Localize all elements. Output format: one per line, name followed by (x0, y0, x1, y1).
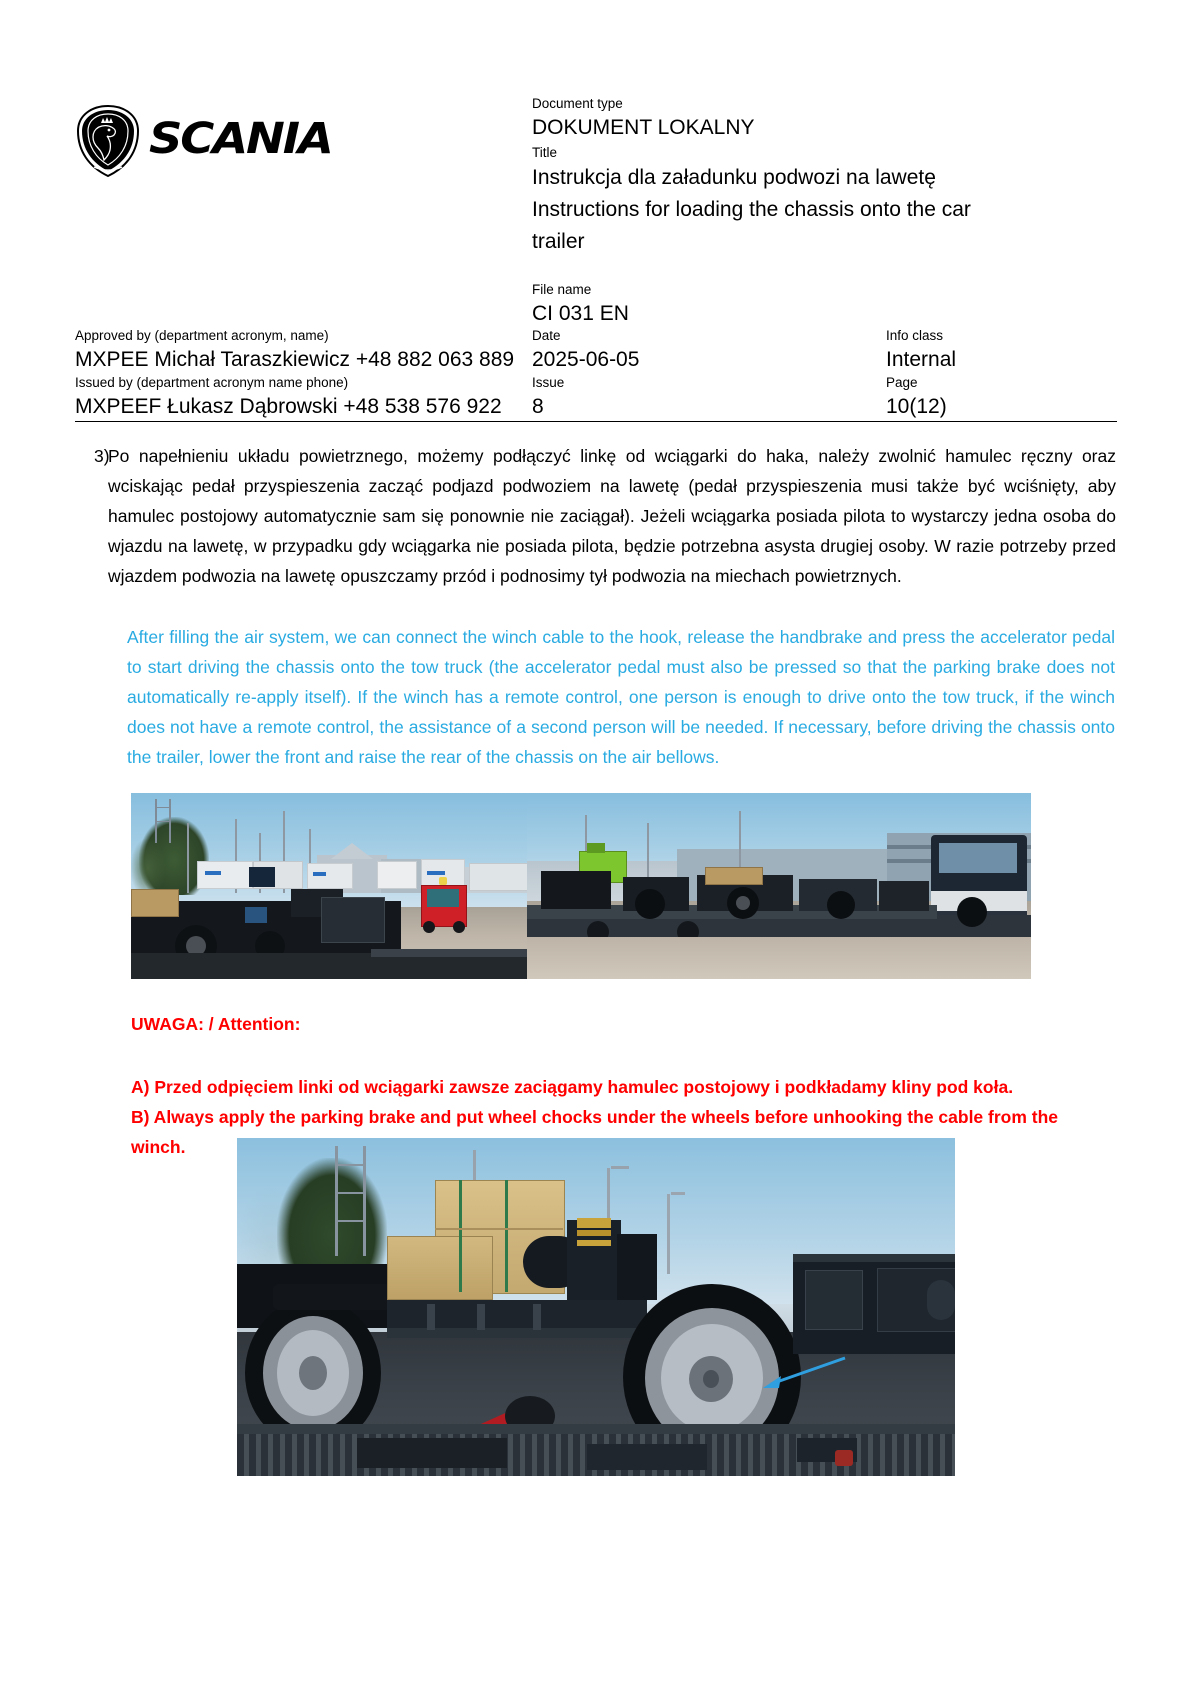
numbered-item-3 (75, 441, 1117, 591)
list-number: 3) (94, 446, 110, 466)
info-class-label: Info class (886, 328, 944, 343)
info-class-value: Internal (886, 348, 957, 371)
warning-heading: UWAGA: / Attention: (131, 1014, 301, 1034)
paragraph-english: After filling the air system, we can connect the winch cable to the hook, release the handbrake and press the accelerator pedal to start driving the chassis onto the tow truck (the accelerator pedal must also be pressed so that the parking brake does not automatically re-apply itself). If the winch has a remote control, one person is enough to drive onto the tow truck, if the winch does not have a remote control, the assistance of a second person will be needed. If necessary, before driving the chassis onto the trailer, lower the front and raise the rear of the chassis on the air bellows. (127, 627, 1115, 767)
scania-griffin-logo-icon (75, 105, 141, 177)
issued-by-value: MXPEEF Łukasz Dąbrowski +48 538 576 922 (75, 395, 502, 418)
title-label: Title (532, 145, 558, 160)
meta-row-labels-1 (75, 327, 1117, 345)
document-header (75, 95, 1117, 418)
title-value-en: Instructions for loading the chassis onto the car trailer (532, 198, 971, 253)
meta-row-values-1 (75, 345, 1117, 374)
document-type-value: DOKUMENT LOKALNY (532, 116, 755, 139)
issue-value: 8 (532, 395, 544, 418)
scania-wordmark: SCANIA (149, 114, 332, 164)
header-meta-table (75, 327, 1117, 422)
photo-chassis-wheels-on-trailer-closeup (237, 1138, 955, 1476)
approved-by-label: Approved by (department acronym, name) (75, 328, 329, 343)
warning-line-a: A) Przed odpięciem linki od wciągarki zawsze zaciągamy hamulec postojowy i podkładamy kliny pod koła. (131, 1077, 1014, 1097)
file-name-block (532, 281, 852, 328)
photo-row (131, 793, 1031, 979)
issue-label: Issue (532, 375, 565, 390)
header-title-block (532, 95, 1117, 258)
document-type-label: Document type (532, 96, 623, 111)
title-value-pl: Instrukcja dla załadunku podwozi na lawetę (532, 166, 936, 189)
document-body (75, 432, 1117, 772)
photo-chassis-yard-left (131, 793, 527, 979)
issued-by-label: Issued by (department acronym name phone) (75, 375, 349, 390)
header-bottom-rule (75, 421, 1117, 422)
approved-by-value: MXPEE Michał Taraszkiewicz +48 882 063 889 (75, 348, 515, 371)
warning-line-b: B) Always apply the parking brake and put wheel chocks under the wheels before unhooking the cable from the winch. (131, 1107, 1059, 1157)
page-value: 10(12) (886, 395, 947, 418)
photo-chassis-on-trailer-right (527, 793, 1031, 979)
date-value: 2025-06-05 (532, 348, 640, 371)
scania-logo (75, 105, 385, 175)
file-name-label: File name (532, 282, 592, 297)
paragraph-polish: Po napełnieniu układu powietrznego, możemy podłączyć linkę od wciągarki do haka, należy zwolnić hamulec ręczny oraz wciskając pedał przyspieszenia zacząć podjazd podwoziem na lawetę (pedał przyspieszenia musi także być wciśnięty, aby hamulec postojowy automatycznie sam się ponownie nie zaciągał). Jeżeli wciągarka posiada pilota to wystarczy jedna osoba do wjazdu na lawetę, w przypadku gdy wciągarka nie posiada pilota, będzie potrzebna asysta drugiej osoby. W razie potrzeby przed wjazdem podwozia na lawetę opuszczamy przód i podnosimy tył podwozia na miechach powietrznych. (108, 446, 1116, 586)
date-label: Date (532, 328, 561, 343)
meta-row-values-2 (75, 392, 1117, 421)
page-label: Page (886, 375, 918, 390)
meta-row-labels-2 (75, 374, 1117, 392)
blue-arrow-annotation-icon (757, 1356, 847, 1392)
file-name-value: CI 031 EN (532, 302, 629, 325)
